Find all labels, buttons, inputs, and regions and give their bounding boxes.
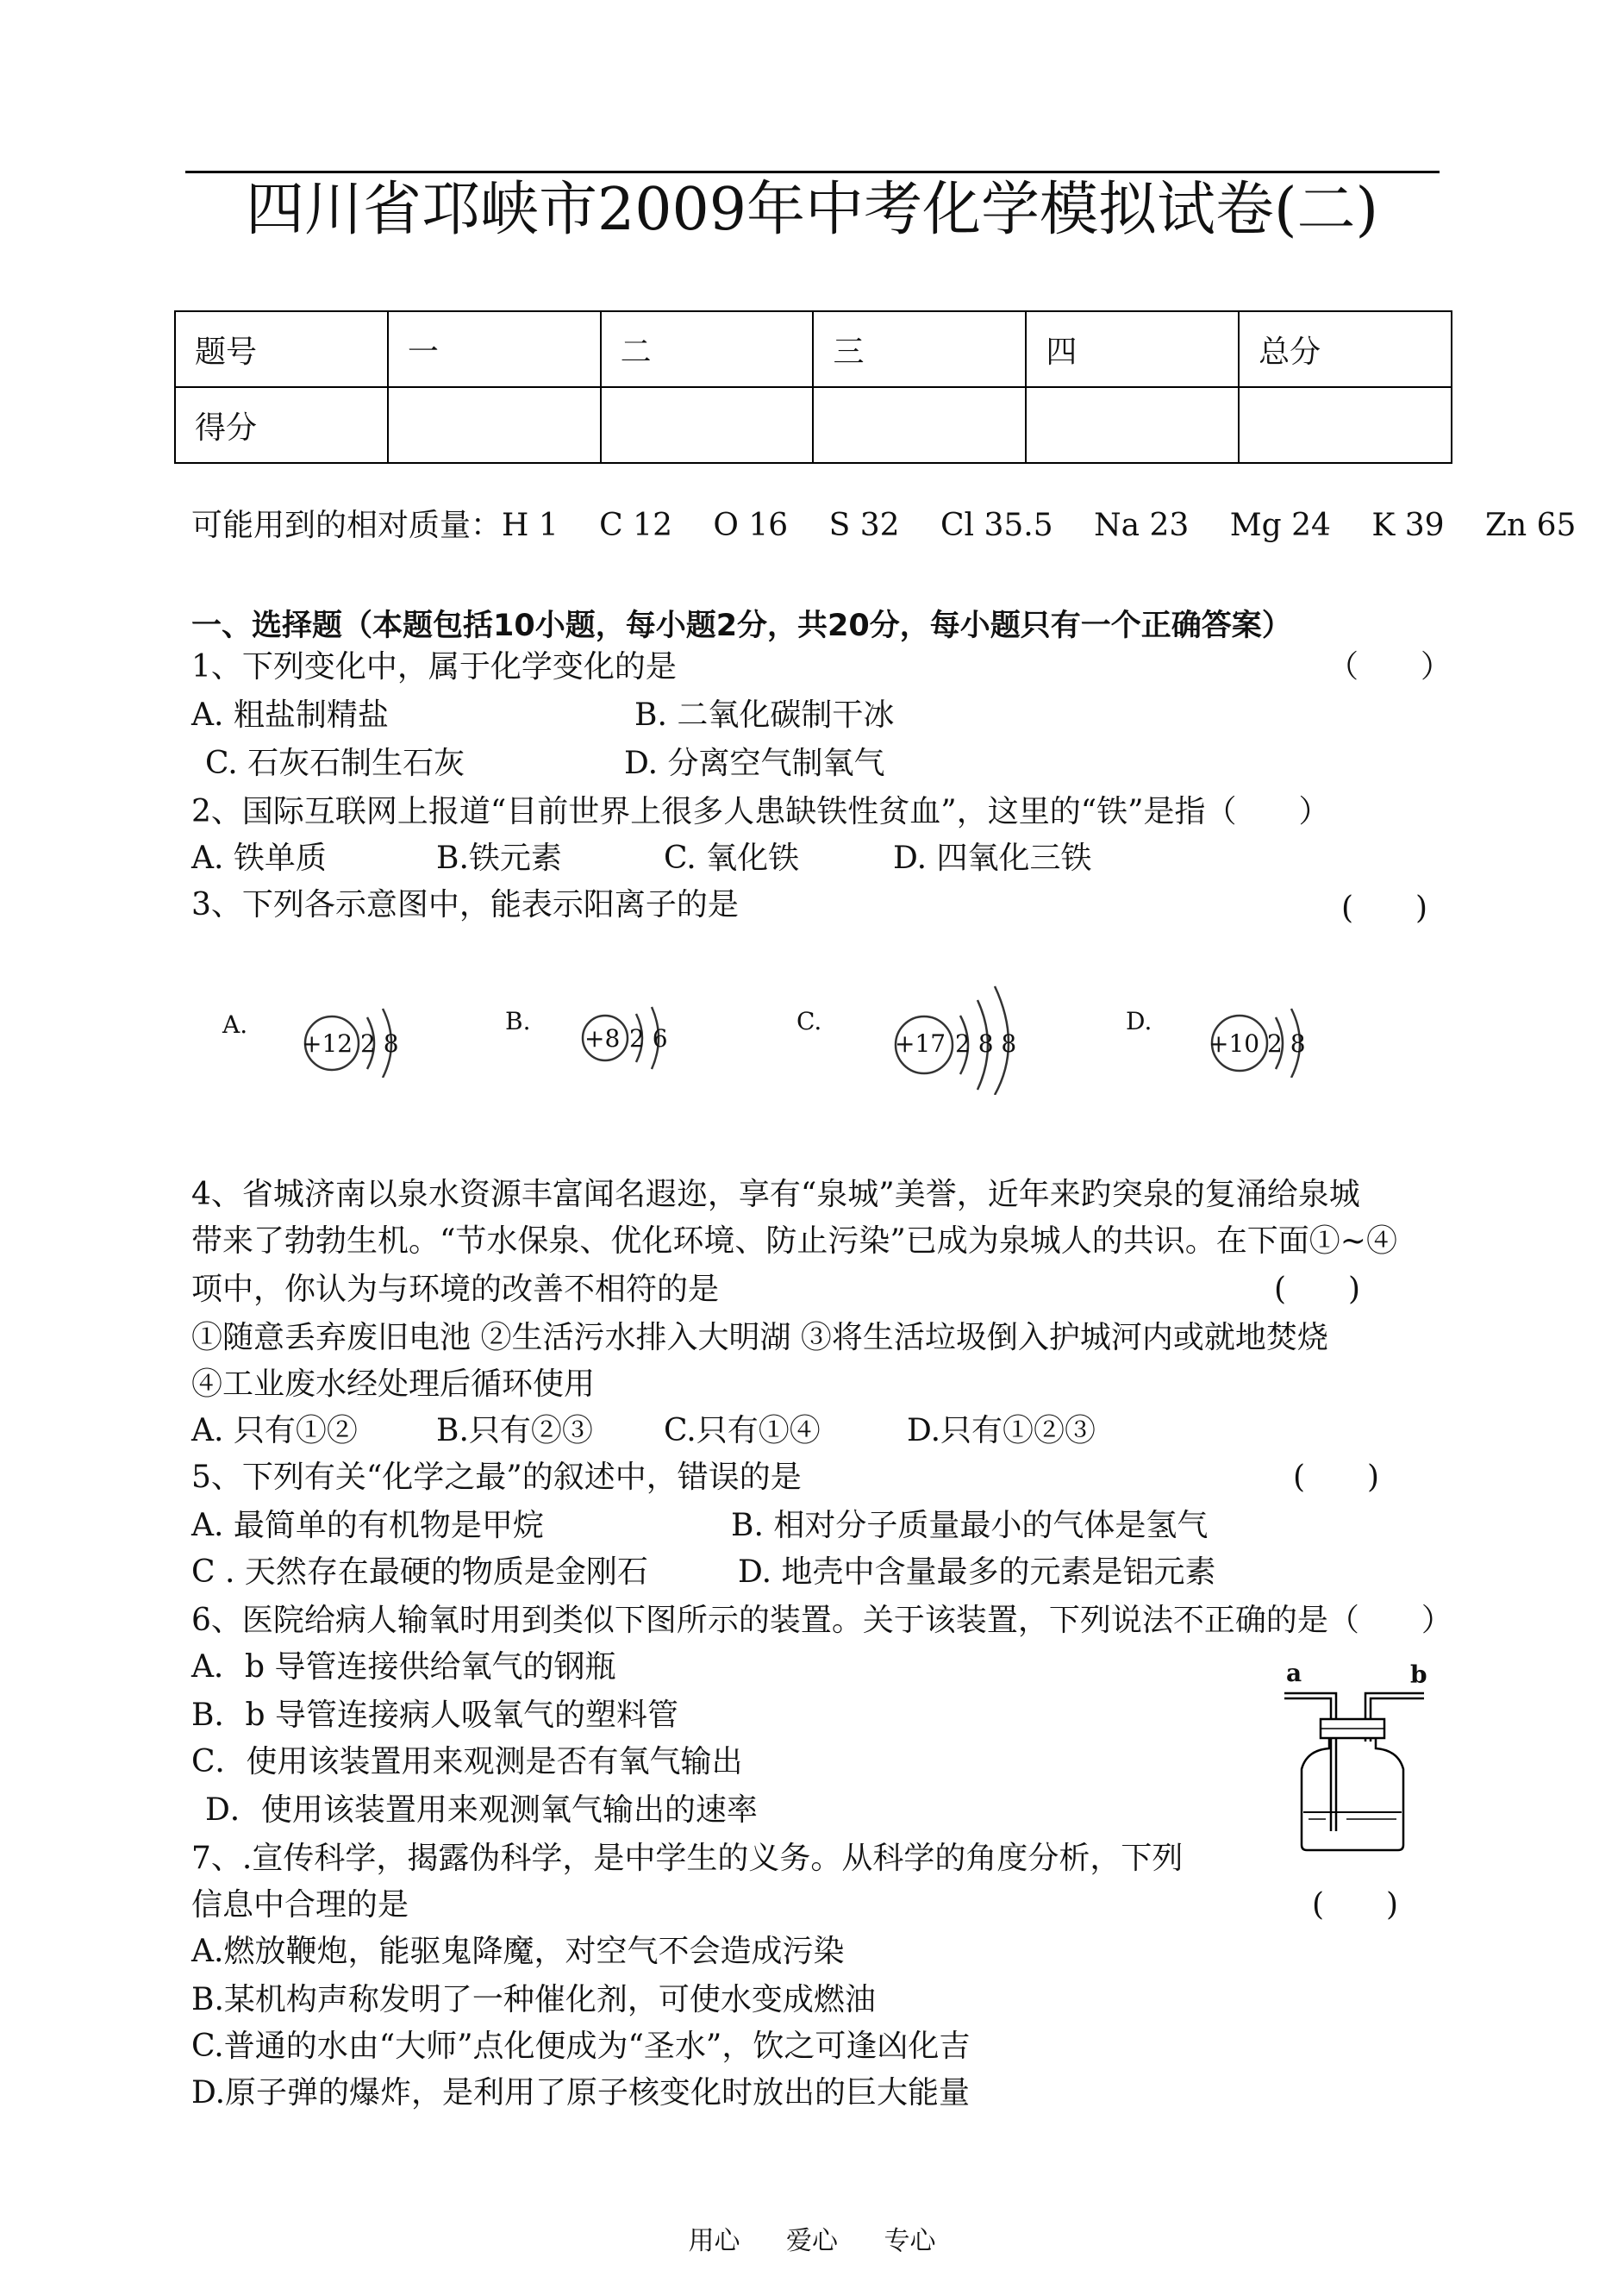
tube-a-label: a <box>1286 1659 1302 1687</box>
atom-c-shells: 2 8 8 <box>955 1029 1017 1058</box>
q2-option-b: B.铁元素 <box>436 841 562 876</box>
q5-option-c: C . 天然存在最硬的物质是金刚石 <box>191 1554 648 1590</box>
score-table <box>174 310 1452 464</box>
q6-option-c: C．使用该装置用来观测是否有氧气输出 <box>191 1744 743 1779</box>
q1-stem: 1、下列变化中，属于化学变化的是 <box>191 649 677 685</box>
q4-option-c: C.只有①④ <box>664 1413 821 1448</box>
atom-d-nucleus: +10 <box>1209 1029 1260 1058</box>
q4-line3: 项中，你认为与环境的改善不相符的是 <box>191 1272 720 1307</box>
q7-option-d: D.原子弹的爆炸，是利用了原子核变化时放出的巨大能量 <box>191 2075 971 2111</box>
atom-d-shells: 2 8 <box>1267 1029 1306 1058</box>
q4-line1: 4、省城济南以泉水资源丰富闻名遐迩，享有“泉城”美誉，近年来趵突泉的复涌给泉城 <box>191 1177 1360 1212</box>
q2-option-c: C. 氧化铁 <box>664 841 800 876</box>
score-header-cell: 三 <box>813 311 1026 387</box>
q7-bracket: ( ) <box>1312 1887 1399 1923</box>
score-header-cell: 题号 <box>175 311 388 387</box>
q6-option-a: A．b 导管连接供给氧气的钢瓶 <box>191 1649 616 1685</box>
footer-word: 用心 <box>688 2226 740 2256</box>
atom-c-nucleus: +17 <box>895 1029 946 1058</box>
score-row-label: 得分 <box>175 387 388 463</box>
q7-option-b: B.某机构声称发明了一种催化剂，可使水变成燃油 <box>191 1982 876 2017</box>
q4-line4: ①随意丢弃废旧电池 ②生活污水排入大明湖 ③将生活垃圾倒入护城河内或就地焚烧 <box>191 1320 1328 1355</box>
q1-option-c: C. 石灰石制生石灰 <box>205 746 465 781</box>
atom-a-nucleus: +12 <box>302 1029 353 1058</box>
score-cell <box>601 387 814 463</box>
score-table-header-row <box>175 311 1452 387</box>
q5-stem: 5、下列有关“化学之最”的叙述中，错误的是 <box>191 1460 802 1495</box>
q4-bracket: ( ) <box>1274 1272 1361 1307</box>
q4-option-d: D.只有①②③ <box>907 1413 1096 1448</box>
q4-line5: ④工业废水经处理后循环使用 <box>191 1366 596 1402</box>
score-header-cell: 二 <box>601 311 814 387</box>
q7-option-a: A.燃放鞭炮，能驱鬼降魔，对空气不会造成污染 <box>191 1934 845 1969</box>
score-header-cell: 一 <box>388 311 601 387</box>
atom-b-shells: 2 6 <box>629 1024 668 1053</box>
footer-word: 专心 <box>884 2226 936 2256</box>
q7-line1: 7、.宣传科学，揭露伪科学，是中学生的义务。从科学的角度分析，下列 <box>191 1841 1184 1876</box>
score-cell <box>813 387 1026 463</box>
page-title: 四川省邛峡市2009年中考化学模拟试卷(二) <box>245 176 1379 244</box>
q2-option-d: D. 四氧化三铁 <box>893 841 1092 876</box>
q1-bracket: （ ） <box>1327 649 1452 685</box>
q7-option-c: C.普通的水由“大师”点化便成为“圣水”，饮之可逢凶化吉 <box>191 2029 971 2064</box>
score-table-score-row <box>175 387 1452 463</box>
diagram-b-label: B. <box>505 1007 531 1035</box>
q5-option-b: B. 相对分子质量最小的气体是氢气 <box>731 1508 1209 1543</box>
diagram-a-label: A. <box>222 1010 248 1039</box>
score-cell <box>1239 387 1452 463</box>
q1-option-a: A. 粗盐制精盐 <box>191 697 389 733</box>
q4-option-a: A. 只有①② <box>191 1413 358 1448</box>
q6-stem: 6、医院给病人输氧时用到类似下图所示的装置。关于该装置，下列说法不正确的是（ ） <box>191 1603 1452 1638</box>
score-header-cell: 四 <box>1026 311 1239 387</box>
section1-title: 一、选择题（本题包括10小题，每小题2分，共20分，每小题只有一个正确答案） <box>191 609 1292 643</box>
q4-option-b: B.只有②③ <box>436 1413 593 1448</box>
q4-line2: 带来了勃勃生机。“节水保泉、优化环境、防止污染”已成为泉城人的共识。在下面①~④ <box>191 1223 1397 1259</box>
page-footer <box>0 2219 1624 2257</box>
q1-option-d: D. 分离空气制氧气 <box>624 746 885 781</box>
q5-option-a: A. 最简单的有机物是甲烷 <box>191 1508 544 1543</box>
q2-option-a: A. 铁单质 <box>191 841 327 876</box>
score-cell <box>388 387 601 463</box>
q5-option-d: D. 地壳中含量最多的元素是铝元素 <box>738 1554 1216 1590</box>
top-rule <box>185 171 1440 173</box>
q7-line2: 信息中合理的是 <box>191 1887 409 1923</box>
q1-option-b: B. 二氧化碳制干冰 <box>634 697 895 733</box>
atomic-masses: 可能用到的相对质量：H 1 C 12 O 16 S 32 Cl 35.5 Na 23 Mg 24 K 39 Zn 65 <box>191 508 1577 543</box>
score-header-cell: 总分 <box>1239 311 1452 387</box>
q5-bracket: ( ) <box>1293 1460 1380 1495</box>
atom-a-shells: 2 8 <box>360 1029 399 1058</box>
atom-b-nucleus: +8 <box>584 1024 621 1053</box>
gas-bottle-icon <box>1283 1681 1429 1854</box>
tube-b-label: b <box>1410 1660 1427 1689</box>
score-cell <box>1026 387 1239 463</box>
q6-option-d: D．使用该装置用来观测氧气输出的速率 <box>205 1792 758 1828</box>
q6-option-b: B．b 导管连接病人吸氧气的塑料管 <box>191 1698 678 1733</box>
q3-bracket: ( ) <box>1341 891 1428 926</box>
footer-word: 爱心 <box>786 2226 838 2256</box>
q3-stem: 3、下列各示意图中，能表示阳离子的是 <box>191 887 739 922</box>
diagram-c-label: C. <box>796 1007 822 1035</box>
q2-stem: 2、国际互联网上报道“目前世界上很多人患缺铁性贫血”，这里的“铁”是指（ ） <box>191 794 1330 829</box>
diagram-d-label: D. <box>1126 1007 1152 1035</box>
